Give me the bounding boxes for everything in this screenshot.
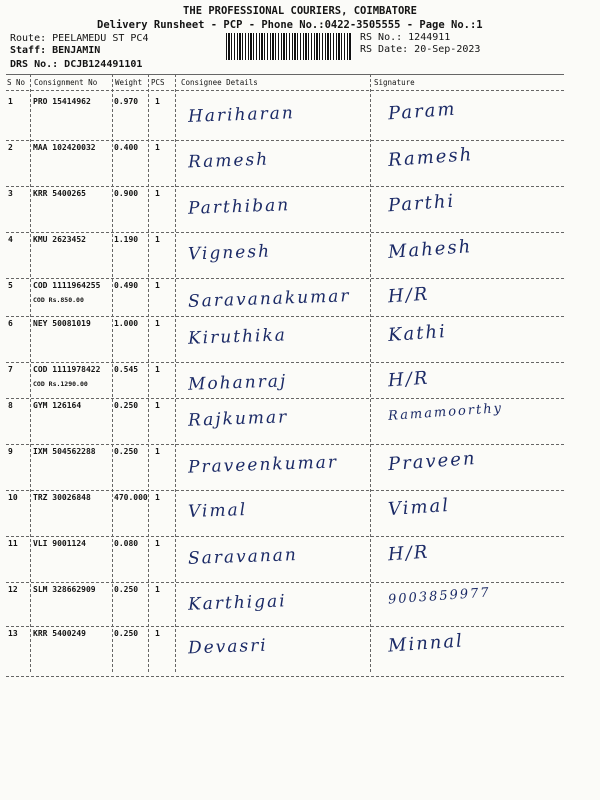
row-consignment-no: GYM 126164 bbox=[33, 401, 82, 410]
row-weight: 0.250 bbox=[114, 447, 139, 456]
col-weight-header: Weight bbox=[115, 78, 143, 87]
header-divider bbox=[6, 90, 564, 91]
row-consignee-handwriting: Karthigai bbox=[187, 591, 287, 615]
row-pcs: 1 bbox=[155, 493, 160, 502]
company-title: THE PROFESSIONAL COURIERS, COIMBATORE bbox=[183, 5, 417, 17]
row-consignee-handwriting: Vignesh bbox=[187, 241, 272, 265]
row-sno: 11 bbox=[8, 539, 18, 548]
col-consignee-header: Consignee Details bbox=[181, 78, 258, 87]
row-signature: Minnal bbox=[387, 630, 465, 657]
row-weight: 470.000 bbox=[114, 493, 148, 502]
row-consignment-no: NEY 50081019 bbox=[33, 319, 91, 328]
row-sno: 8 bbox=[8, 401, 13, 410]
row-pcs: 1 bbox=[155, 539, 160, 548]
row-sno: 1 bbox=[8, 97, 13, 106]
row-consignment-no: IXM 504562288 bbox=[33, 447, 96, 456]
staff-label: Staff: BENJAMIN bbox=[10, 45, 101, 56]
row-consignment-no: KRR 5400265 bbox=[33, 189, 86, 198]
col-pcs-header: PCS bbox=[151, 78, 165, 87]
row-signature: Parthi bbox=[387, 190, 456, 217]
row-sno: 3 bbox=[8, 189, 13, 198]
row-consignment-no: KMU 2623452 bbox=[33, 235, 86, 244]
col-consignment-header: Consignment No bbox=[34, 78, 98, 87]
row-divider bbox=[6, 278, 564, 279]
row-signature: Param bbox=[387, 98, 458, 125]
row-pcs: 1 bbox=[155, 143, 160, 152]
row-cod-amount: COD Rs.1290.00 bbox=[33, 380, 88, 388]
row-signature: Ramesh bbox=[387, 144, 474, 171]
row-divider bbox=[6, 232, 564, 233]
row-consignee-handwriting: Saravanan bbox=[187, 545, 299, 569]
row-consignee-handwriting: Kiruthika bbox=[187, 325, 288, 349]
row-divider bbox=[6, 676, 564, 677]
row-weight: 0.970 bbox=[114, 97, 139, 106]
row-signature: Praveen bbox=[387, 447, 478, 476]
row-divider bbox=[6, 490, 564, 491]
row-sno: 10 bbox=[8, 493, 18, 502]
row-divider bbox=[6, 316, 564, 317]
table-top-border bbox=[6, 74, 564, 75]
drs-number: DRS No.: DCJB124491101 bbox=[10, 59, 143, 70]
rs-date: RS Date: 20-Sep-2023 bbox=[360, 44, 481, 55]
row-weight: 0.490 bbox=[114, 281, 139, 290]
row-signature: Ramamoorthy bbox=[387, 401, 504, 424]
row-divider bbox=[6, 362, 564, 363]
row-weight: 0.250 bbox=[114, 585, 139, 594]
row-pcs: 1 bbox=[155, 189, 160, 198]
row-weight: 0.545 bbox=[114, 365, 139, 374]
row-consignment-no: PRO 15414962 bbox=[33, 97, 91, 106]
row-sno: 5 bbox=[8, 281, 13, 290]
row-consignment-no: MAA 102420032 bbox=[33, 143, 96, 152]
row-weight: 0.250 bbox=[114, 401, 139, 410]
row-pcs: 1 bbox=[155, 97, 160, 106]
route-label: Route: PEELAMEDU ST PC4 bbox=[10, 33, 149, 44]
row-divider bbox=[6, 626, 564, 627]
row-pcs: 1 bbox=[155, 629, 160, 638]
row-pcs: 1 bbox=[155, 235, 160, 244]
col-signature-header: Signature bbox=[374, 78, 415, 87]
row-weight: 0.400 bbox=[114, 143, 139, 152]
row-consignment-no: TRZ 30026848 bbox=[33, 493, 91, 502]
row-consignee-handwriting: Devasri bbox=[187, 635, 269, 659]
row-consignee-handwriting: Praveenkumar bbox=[187, 452, 339, 478]
row-signature: H/R bbox=[387, 367, 431, 392]
row-pcs: 1 bbox=[155, 319, 160, 328]
row-pcs: 1 bbox=[155, 281, 160, 290]
row-consignment-no: SLM 328662909 bbox=[33, 585, 96, 594]
row-consignee-handwriting: Vimal bbox=[187, 499, 248, 523]
row-pcs: 1 bbox=[155, 401, 160, 410]
row-consignee-handwriting: Saravanakumar bbox=[187, 286, 351, 312]
row-sno: 7 bbox=[8, 365, 13, 374]
row-sno: 13 bbox=[8, 629, 18, 638]
row-pcs: 1 bbox=[155, 447, 160, 456]
row-consignment-no: COD 1111964255 bbox=[33, 281, 101, 290]
row-signature: Mahesh bbox=[387, 236, 473, 263]
row-divider bbox=[6, 186, 564, 187]
row-consignee-handwriting: Mohanraj bbox=[187, 371, 288, 395]
row-weight: 0.250 bbox=[114, 629, 139, 638]
col-sno-header: S No bbox=[7, 78, 26, 87]
row-consignment-no: VLI 9001124 bbox=[33, 539, 86, 548]
row-consignee-handwriting: Rajkumar bbox=[187, 407, 289, 431]
row-pcs: 1 bbox=[155, 585, 160, 594]
row-signature: H/R bbox=[387, 541, 431, 566]
row-sno: 12 bbox=[8, 585, 18, 594]
row-signature: Kathi bbox=[387, 320, 448, 347]
row-divider bbox=[6, 140, 564, 141]
rs-number: RS No.: 1244911 bbox=[360, 32, 451, 43]
row-consignee-handwriting: Parthiban bbox=[187, 195, 291, 219]
row-consignee-handwriting: Hariharan bbox=[187, 103, 296, 127]
row-weight: 1.190 bbox=[114, 235, 139, 244]
row-consignment-no: KRR 5400249 bbox=[33, 629, 86, 638]
row-divider bbox=[6, 444, 564, 445]
row-divider bbox=[6, 582, 564, 583]
row-sno: 6 bbox=[8, 319, 13, 328]
row-pcs: 1 bbox=[155, 365, 160, 374]
row-divider bbox=[6, 536, 564, 537]
row-weight: 0.900 bbox=[114, 189, 139, 198]
row-divider bbox=[6, 398, 564, 399]
runsheet-subtitle: Delivery Runsheet - PCP - Phone No.:0422-3505555 - Page No.:1 bbox=[97, 19, 483, 31]
row-signature: Vimal bbox=[387, 494, 451, 521]
row-weight: 0.080 bbox=[114, 539, 139, 548]
barcode-image bbox=[226, 33, 352, 60]
row-signature: H/R bbox=[387, 283, 431, 308]
row-signature: 9003859977 bbox=[387, 585, 492, 608]
row-consignee-handwriting: Ramesh bbox=[187, 149, 270, 173]
row-sno: 9 bbox=[8, 447, 13, 456]
row-consignment-no: COD 1111978422 bbox=[33, 365, 101, 374]
row-weight: 1.000 bbox=[114, 319, 139, 328]
row-cod-amount: COD Rs.850.00 bbox=[33, 296, 84, 304]
row-sno: 4 bbox=[8, 235, 13, 244]
row-sno: 2 bbox=[8, 143, 13, 152]
